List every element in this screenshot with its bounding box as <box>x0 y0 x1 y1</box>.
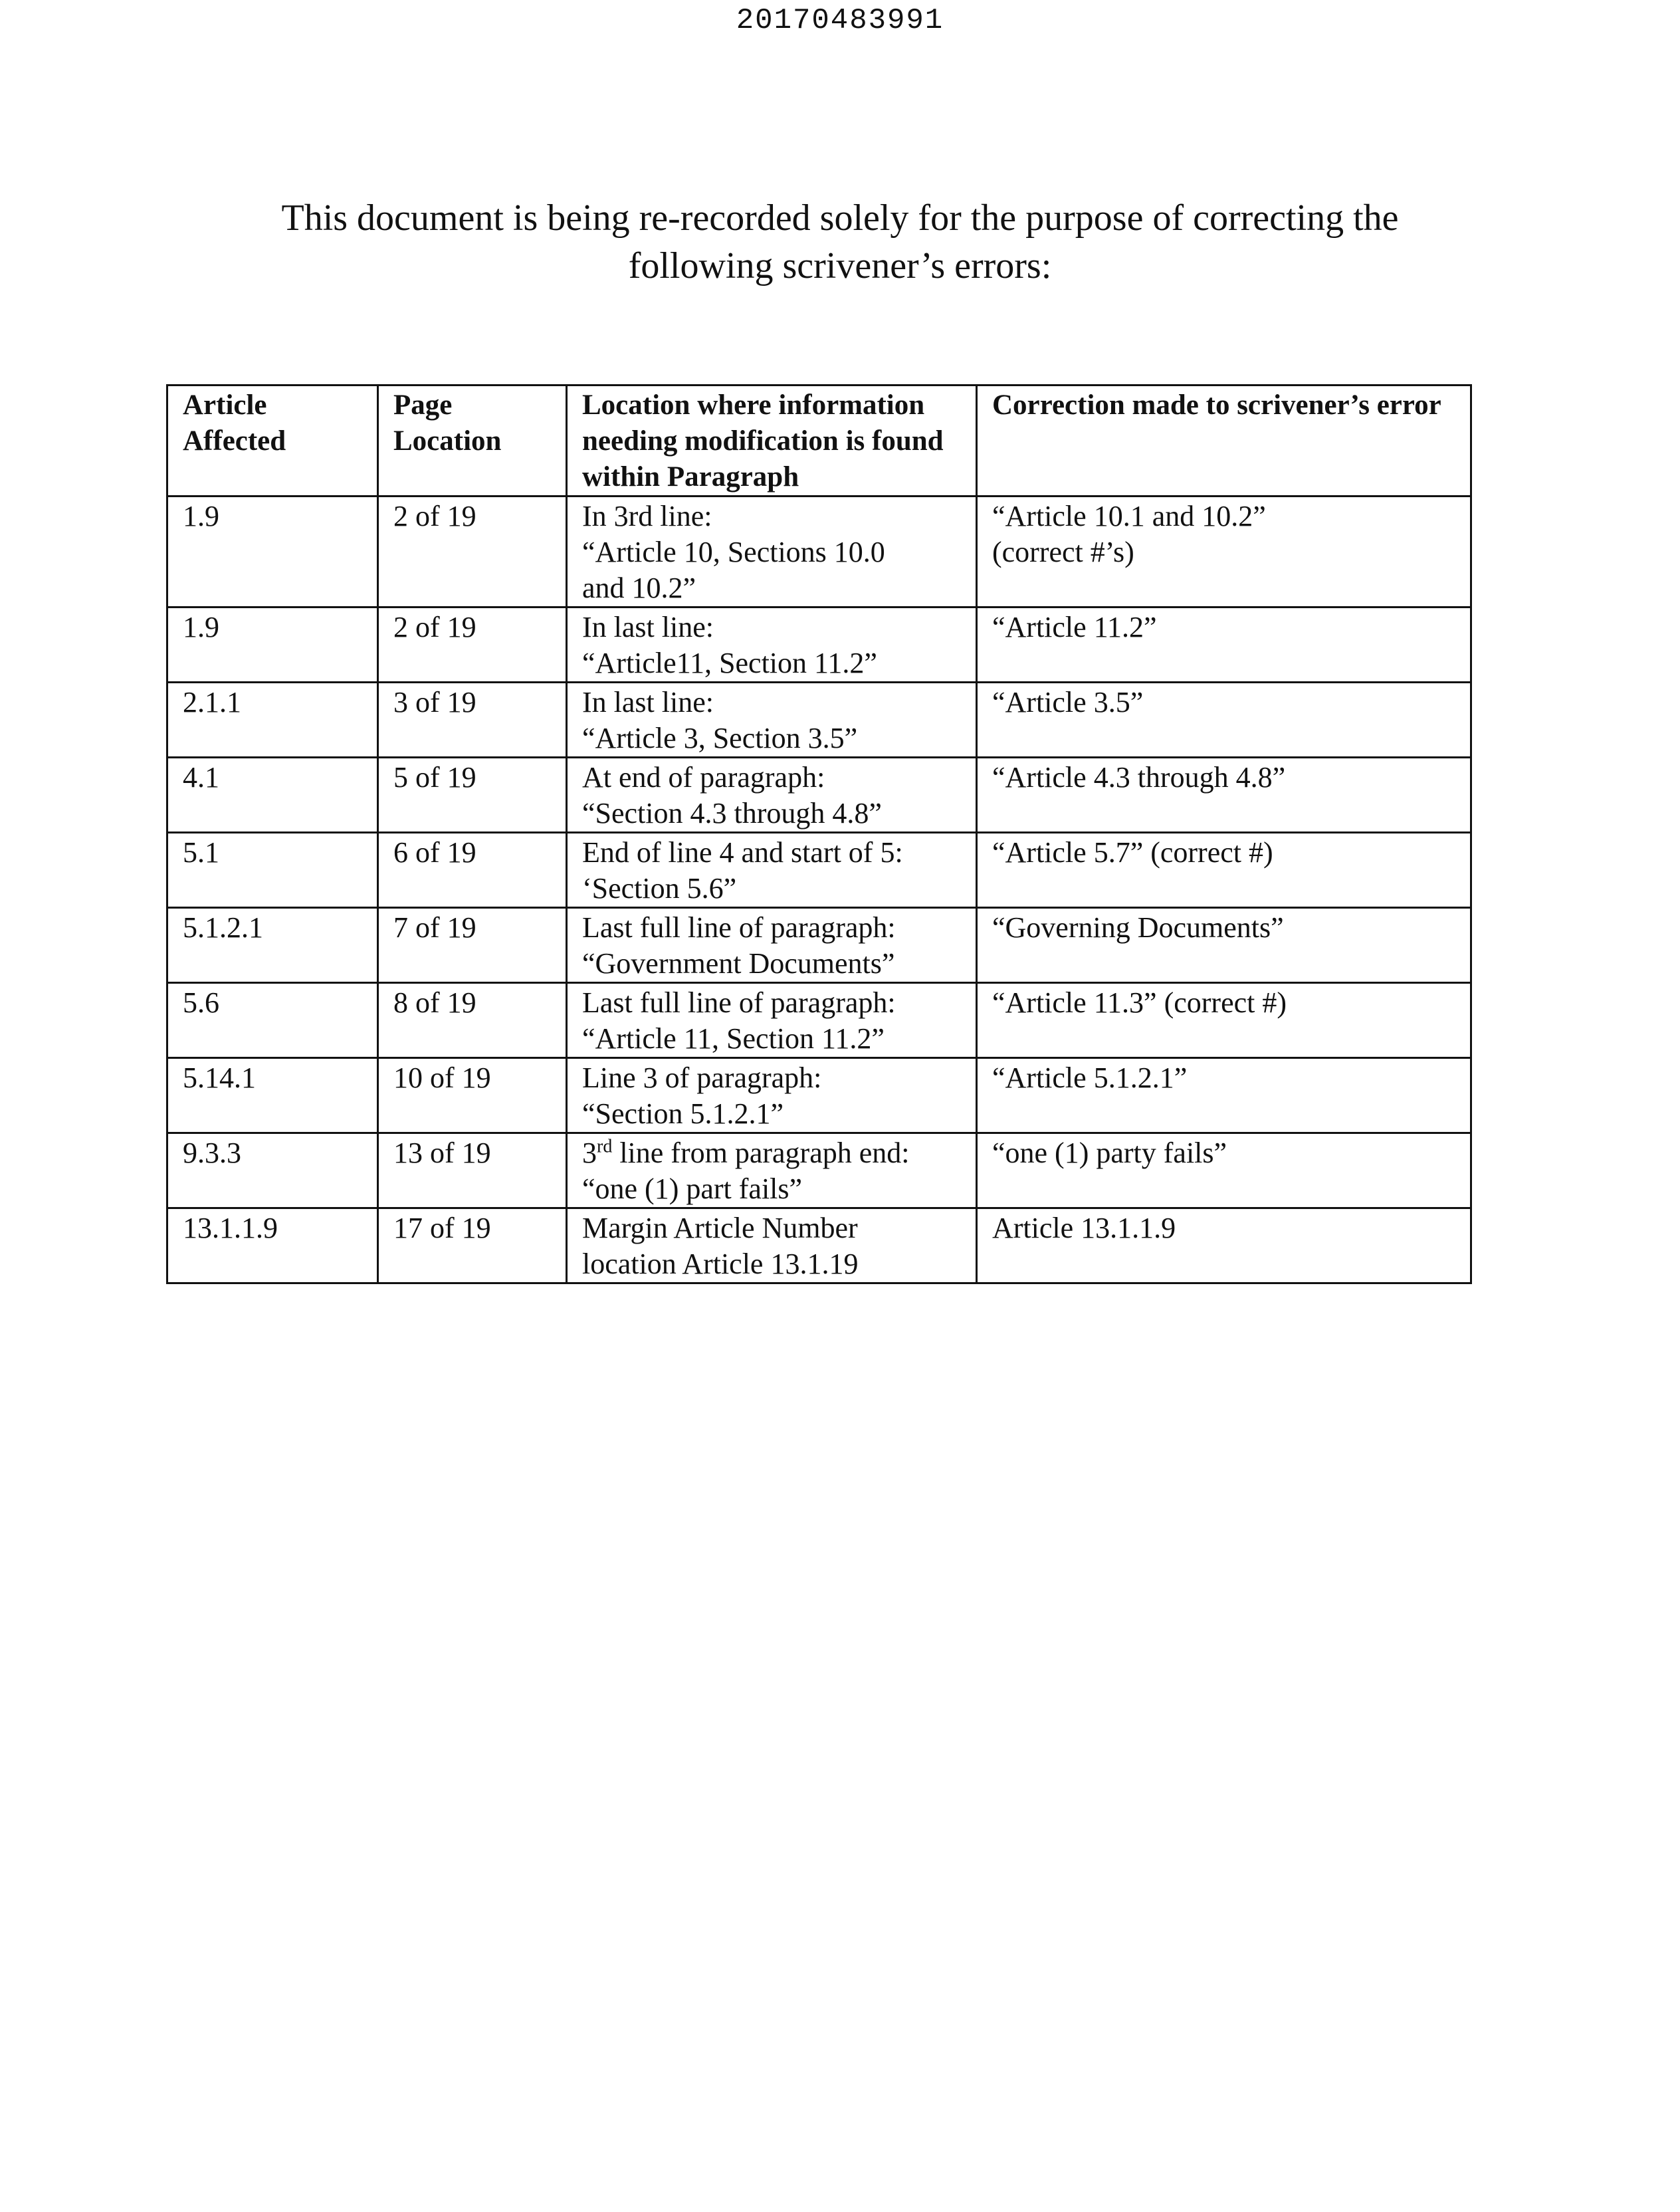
header-text: Location where information <box>582 389 925 421</box>
location-line: “Section 4.3 through 4.8” <box>582 797 882 830</box>
table-row <box>167 1208 1471 1283</box>
cell-page <box>378 497 567 608</box>
correction-line: “Article 5.7” (correct #) <box>992 836 1273 869</box>
location-line: In last line: <box>582 686 714 719</box>
table-row <box>167 983 1471 1058</box>
location-line: At end of paragraph: <box>582 761 825 794</box>
header-text: Correction made to scrivener’s <box>992 389 1370 421</box>
cell-correction <box>977 608 1471 683</box>
header-text: error <box>1376 389 1441 421</box>
cell-location <box>567 908 977 983</box>
location-line: In last line: <box>582 611 714 643</box>
table-row <box>167 908 1471 983</box>
location-line: “Government Documents” <box>582 947 895 980</box>
page-heading <box>133 194 1547 290</box>
location-line: In 3rd line: <box>582 500 712 532</box>
cell-article <box>167 1133 378 1208</box>
cell-article <box>167 1058 378 1133</box>
correction-line: “Article 3.5” <box>992 686 1144 719</box>
table-row <box>167 833 1471 908</box>
cell-location <box>567 683 977 758</box>
article-number: 1.9 <box>183 500 219 532</box>
location-line: location Article 13.1.19 <box>582 1248 859 1280</box>
table-header-row <box>167 386 1471 497</box>
header-article-affected <box>167 386 378 497</box>
header-location-in-paragraph <box>567 386 977 497</box>
location-line: Margin Article Number <box>582 1212 858 1244</box>
location-line: Last full line of paragraph: <box>582 911 896 944</box>
cell-article <box>167 608 378 683</box>
cell-article <box>167 683 378 758</box>
table-row <box>167 497 1471 608</box>
table-body <box>167 497 1471 1283</box>
location-line: Line 3 of paragraph: <box>582 1061 822 1094</box>
article-number: 1.9 <box>183 611 219 643</box>
header-text: Location <box>393 425 502 457</box>
table-row <box>167 1133 1471 1208</box>
cell-article <box>167 833 378 908</box>
cell-correction <box>977 1208 1471 1283</box>
cell-location <box>567 497 977 608</box>
cell-page <box>378 1133 567 1208</box>
heading-line-2: following scrivener’s errors: <box>628 245 1052 286</box>
article-number: 13.1.1.9 <box>183 1212 278 1244</box>
article-number: 9.3.3 <box>183 1137 241 1169</box>
correction-line: “one (1) party fails” <box>992 1137 1227 1169</box>
cell-location <box>567 1058 977 1133</box>
header-text: needing modification is <box>582 425 865 457</box>
header-text: Article <box>183 389 267 421</box>
cell-page <box>378 1208 567 1283</box>
cell-location <box>567 608 977 683</box>
header-text: Page <box>393 389 453 421</box>
article-number: 5.1 <box>183 836 219 869</box>
table-row <box>167 683 1471 758</box>
cell-article <box>167 758 378 833</box>
cell-location <box>567 758 977 833</box>
cell-page <box>378 908 567 983</box>
article-number: 4.1 <box>183 761 219 794</box>
cell-article <box>167 497 378 608</box>
cell-correction <box>977 1133 1471 1208</box>
cell-correction <box>977 758 1471 833</box>
location-line: “Article 10, Sections 10.0 <box>582 536 885 568</box>
correction-line: “Article 11.3” (correct #) <box>992 986 1287 1019</box>
cell-location <box>567 1133 977 1208</box>
cell-correction <box>977 908 1471 983</box>
correction-line: “Article 4.3 through 4.8” <box>992 761 1286 794</box>
heading-line-1: This document is being re-recorded solely for the purpose of correcting the <box>281 197 1399 239</box>
cell-location <box>567 833 977 908</box>
cell-page <box>378 683 567 758</box>
correction-line: Article 13.1.1.9 <box>992 1212 1176 1244</box>
header-text: Affected <box>183 425 286 457</box>
page-location: 8 of 19 <box>393 986 476 1019</box>
article-number: 5.6 <box>183 986 219 1019</box>
page-location: 3 of 19 <box>393 686 476 719</box>
location-line: End of line 4 and start of 5: <box>582 836 903 869</box>
location-line: Last full line of paragraph: <box>582 986 896 1019</box>
page-location: 10 of 19 <box>393 1061 491 1094</box>
page-location: 5 of 19 <box>393 761 476 794</box>
page-location: 7 of 19 <box>393 911 476 944</box>
page-location: 13 of 19 <box>393 1137 491 1169</box>
location-line: 3rd line from paragraph end: <box>582 1136 910 1169</box>
header-correction-made <box>977 386 1471 497</box>
cell-page <box>378 833 567 908</box>
location-line: “one (1) part fails” <box>582 1172 803 1205</box>
correction-line: “Article 10.1 and 10.2” <box>992 500 1266 532</box>
location-line: and 10.2” <box>582 572 696 604</box>
article-number: 5.1.2.1 <box>183 911 263 944</box>
location-line: “Article11, Section 11.2” <box>582 647 877 679</box>
correction-line: “Governing Documents” <box>992 911 1284 944</box>
correction-line: “Article 5.1.2.1” <box>992 1061 1188 1094</box>
correction-line: “Article 11.2” <box>992 611 1157 643</box>
table-row <box>167 758 1471 833</box>
location-line: “Article 11, Section 11.2” <box>582 1022 885 1055</box>
corrections-table <box>166 384 1472 1284</box>
cell-correction <box>977 683 1471 758</box>
location-line: ‘Section 5.6” <box>582 872 737 905</box>
cell-page <box>378 1058 567 1133</box>
cell-article <box>167 908 378 983</box>
page-location: 2 of 19 <box>393 611 476 643</box>
table-row <box>167 608 1471 683</box>
cell-article <box>167 1208 378 1283</box>
cell-correction <box>977 1058 1471 1133</box>
cell-location <box>567 983 977 1058</box>
cell-correction <box>977 497 1471 608</box>
cell-correction <box>977 983 1471 1058</box>
correction-line: (correct #’s) <box>992 536 1134 568</box>
cell-page <box>378 758 567 833</box>
header-page-location <box>378 386 567 497</box>
cell-page <box>378 608 567 683</box>
header-text: found within Paragraph <box>582 425 944 493</box>
cell-location <box>567 1208 977 1283</box>
table-row <box>167 1058 1471 1133</box>
page-location: 2 of 19 <box>393 500 476 532</box>
cell-article <box>167 983 378 1058</box>
cell-page <box>378 983 567 1058</box>
document-number: 20170483991 <box>736 4 944 37</box>
article-number: 5.14.1 <box>183 1061 256 1094</box>
page-location: 6 of 19 <box>393 836 476 869</box>
page-location: 17 of 19 <box>393 1212 491 1244</box>
location-line: “Article 3, Section 3.5” <box>582 722 858 754</box>
cell-correction <box>977 833 1471 908</box>
article-number: 2.1.1 <box>183 686 241 719</box>
location-line: “Section 5.1.2.1” <box>582 1097 784 1130</box>
